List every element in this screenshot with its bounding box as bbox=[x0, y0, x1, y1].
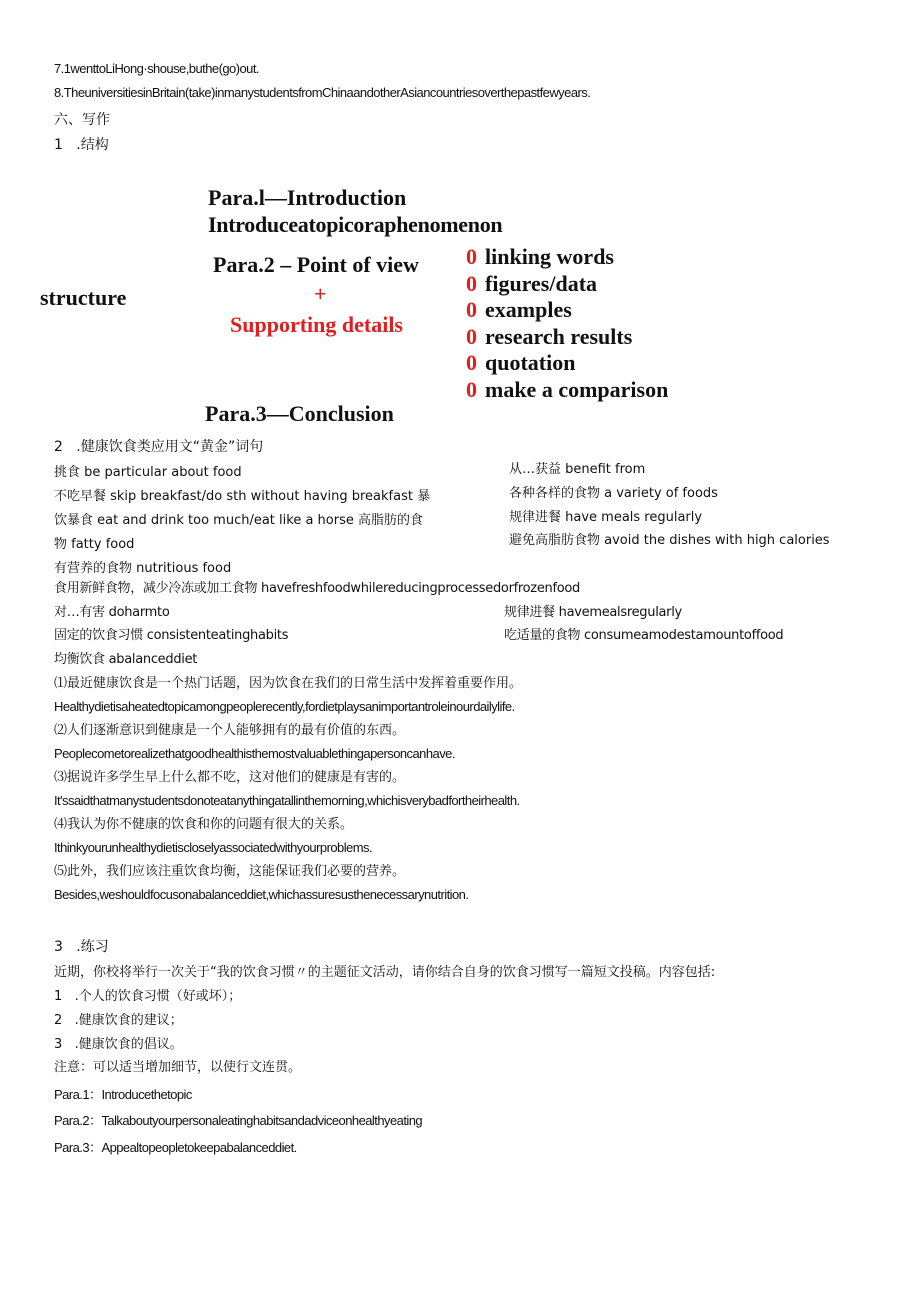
sentence-en: Ithinkyourunhealthydietiscloselyassociatedwithyourproblems. bbox=[54, 840, 373, 855]
section-title: 六、写作 bbox=[54, 112, 110, 128]
vocab-fresh-food: 食用新鲜食物，减少冷冻或加工食物 havefreshfoodwhilereducingprocessedorfrozenfood bbox=[54, 581, 580, 596]
bullet-marker: 0 bbox=[466, 376, 477, 402]
exercise-line-7: 7.1wenttoLiHong·shouse,buthe(go)out. bbox=[54, 61, 259, 76]
vocab-pair-right: 规律进餐 havemealsregularly bbox=[504, 605, 682, 620]
sentence-en: Peoplecometorealizethatgoodhealthisthemostvaluablethingapersoncanhave. bbox=[54, 746, 455, 761]
detail-item bbox=[466, 324, 668, 350]
detail-item bbox=[466, 350, 668, 376]
bullet-marker: 0 bbox=[466, 297, 477, 322]
sentence-en: It'ssaidthatmanystudentsdonoteatanythingatallinthemorning,whichisverybadfortheirhealth. bbox=[54, 793, 520, 808]
exercise-line-8: 8.TheuniversitiesinBritain(take)inmanystudentsfromChinaandotherAsiancountriesoverthepastfewyears. bbox=[54, 85, 591, 100]
bullet-marker: 0 bbox=[466, 244, 477, 269]
vocab-right-line: 规律进餐 have meals regularly bbox=[509, 510, 703, 525]
vocab-left-line: 不吃早餐 skip breakfast/do sth without having breakfast 暴 bbox=[54, 489, 431, 504]
subsection-1-title: 1 .结构 bbox=[54, 137, 109, 153]
practice-intro: 近期，你校将举行一次关于“我的饮食习惯〃的主题征文活动，请你结合自身的饮食习惯写一篇短文投稿。内容包括: bbox=[54, 965, 716, 980]
detail-item bbox=[466, 297, 668, 323]
para1-title: Para.l—Introduction bbox=[208, 185, 407, 210]
detail-item bbox=[466, 244, 668, 270]
practice-item: 1 .个人的饮食习惯（好或坏）； bbox=[54, 989, 242, 1004]
vocab-left-line: 饮暴食 eat and drink too much/eat like a horse 高脂肪的食 bbox=[54, 513, 423, 528]
detail-text: linking words bbox=[485, 244, 614, 269]
detail-text: research results bbox=[485, 323, 633, 349]
detail-text: quotation bbox=[485, 350, 576, 375]
bullet-marker: 0 bbox=[466, 323, 477, 349]
para-guide: Para.2：Talkaboutyourpersonaleatinghabitsandadviceonhealthyeating bbox=[54, 1113, 423, 1128]
para-guide: Para.1：Introducethetopic bbox=[54, 1087, 192, 1102]
vocab-pair-left: 对…有害 doharmto bbox=[54, 605, 170, 620]
para-guide: Para.3：Appealtopeopletokeepabalanceddiet. bbox=[54, 1140, 297, 1155]
sentence-en: Besides,weshouldfocusonabalanceddiet,whichassuresusthenecessarynutrition. bbox=[54, 887, 469, 902]
detail-item bbox=[466, 271, 668, 297]
subsection-3-title: 3 .练习 bbox=[54, 939, 109, 955]
para3-title: Para.3—Conclusion bbox=[205, 401, 394, 426]
vocab-pair-right: 吃适量的食物 consumeamodestamountoffood bbox=[504, 628, 784, 643]
sentence-cn: ⑴最近健康饮食是一个热门话题，因为饮食在我们的日常生活中发挥着重要作用。 bbox=[54, 676, 523, 691]
sentence-cn: ⑸此外，我们应该注重饮食均衡，这能保证我们必要的营养。 bbox=[54, 864, 406, 879]
vocab-right-line: 从…获益 benefit from bbox=[509, 462, 646, 477]
detail-text: make a comparison bbox=[485, 376, 669, 402]
para1-description: Introduceatopicoraphenomenon bbox=[208, 212, 503, 237]
sentence-cn: ⑷我认为你不健康的饮食和你的问题有很大的关系。 bbox=[54, 817, 354, 832]
subsection-2-title: 2 .健康饮食类应用文“黄金”词句 bbox=[54, 439, 264, 455]
bullet-marker: 0 bbox=[466, 350, 477, 375]
sentence-en: Healthydietisaheatedtopicamongpeoplerecently,fordietplaysanimportantroleinourdailylife. bbox=[54, 699, 515, 714]
vocab-left-line: 挑食 be particular about food bbox=[54, 465, 242, 480]
plus-sign: + bbox=[314, 281, 327, 306]
vocab-right-line: 各种各样的食物 a variety of foods bbox=[509, 486, 718, 501]
vocab-right-line: 避免高脂肪食物 avoid the dishes with high calories bbox=[509, 533, 830, 548]
vocab-pair-left: 固定的饮食习惯 consistenteatinghabits bbox=[54, 628, 289, 643]
para2-title: Para.2 – Point of view bbox=[213, 252, 419, 277]
vocab-balanced-diet: 均衡饮食 abalanceddiet bbox=[54, 652, 198, 667]
vocab-left-line: 有营养的食物 nutritious food bbox=[54, 561, 232, 576]
practice-item: 2 .健康饮食的建议； bbox=[54, 1013, 183, 1028]
sentence-cn: ⑶据说许多学生早上什么都不吃，这对他们的健康是有害的。 bbox=[54, 770, 406, 785]
vocab-left-line: 物 fatty food bbox=[54, 537, 135, 552]
details-list bbox=[466, 244, 668, 403]
detail-text: figures/data bbox=[485, 270, 598, 296]
practice-note: 注意：可以适当增加细节，以使行文连贯。 bbox=[54, 1060, 302, 1075]
bullet-marker: 0 bbox=[466, 270, 477, 296]
sentence-cn: ⑵人们逐渐意识到健康是一个人能够拥有的最有价值的东西。 bbox=[54, 723, 406, 738]
detail-text: examples bbox=[485, 297, 572, 322]
practice-item: 3 .健康饮食的倡议。 bbox=[54, 1037, 183, 1052]
supporting-details-label: Supporting details bbox=[230, 312, 403, 337]
structure-label: structure bbox=[40, 285, 127, 310]
detail-item bbox=[466, 377, 668, 403]
